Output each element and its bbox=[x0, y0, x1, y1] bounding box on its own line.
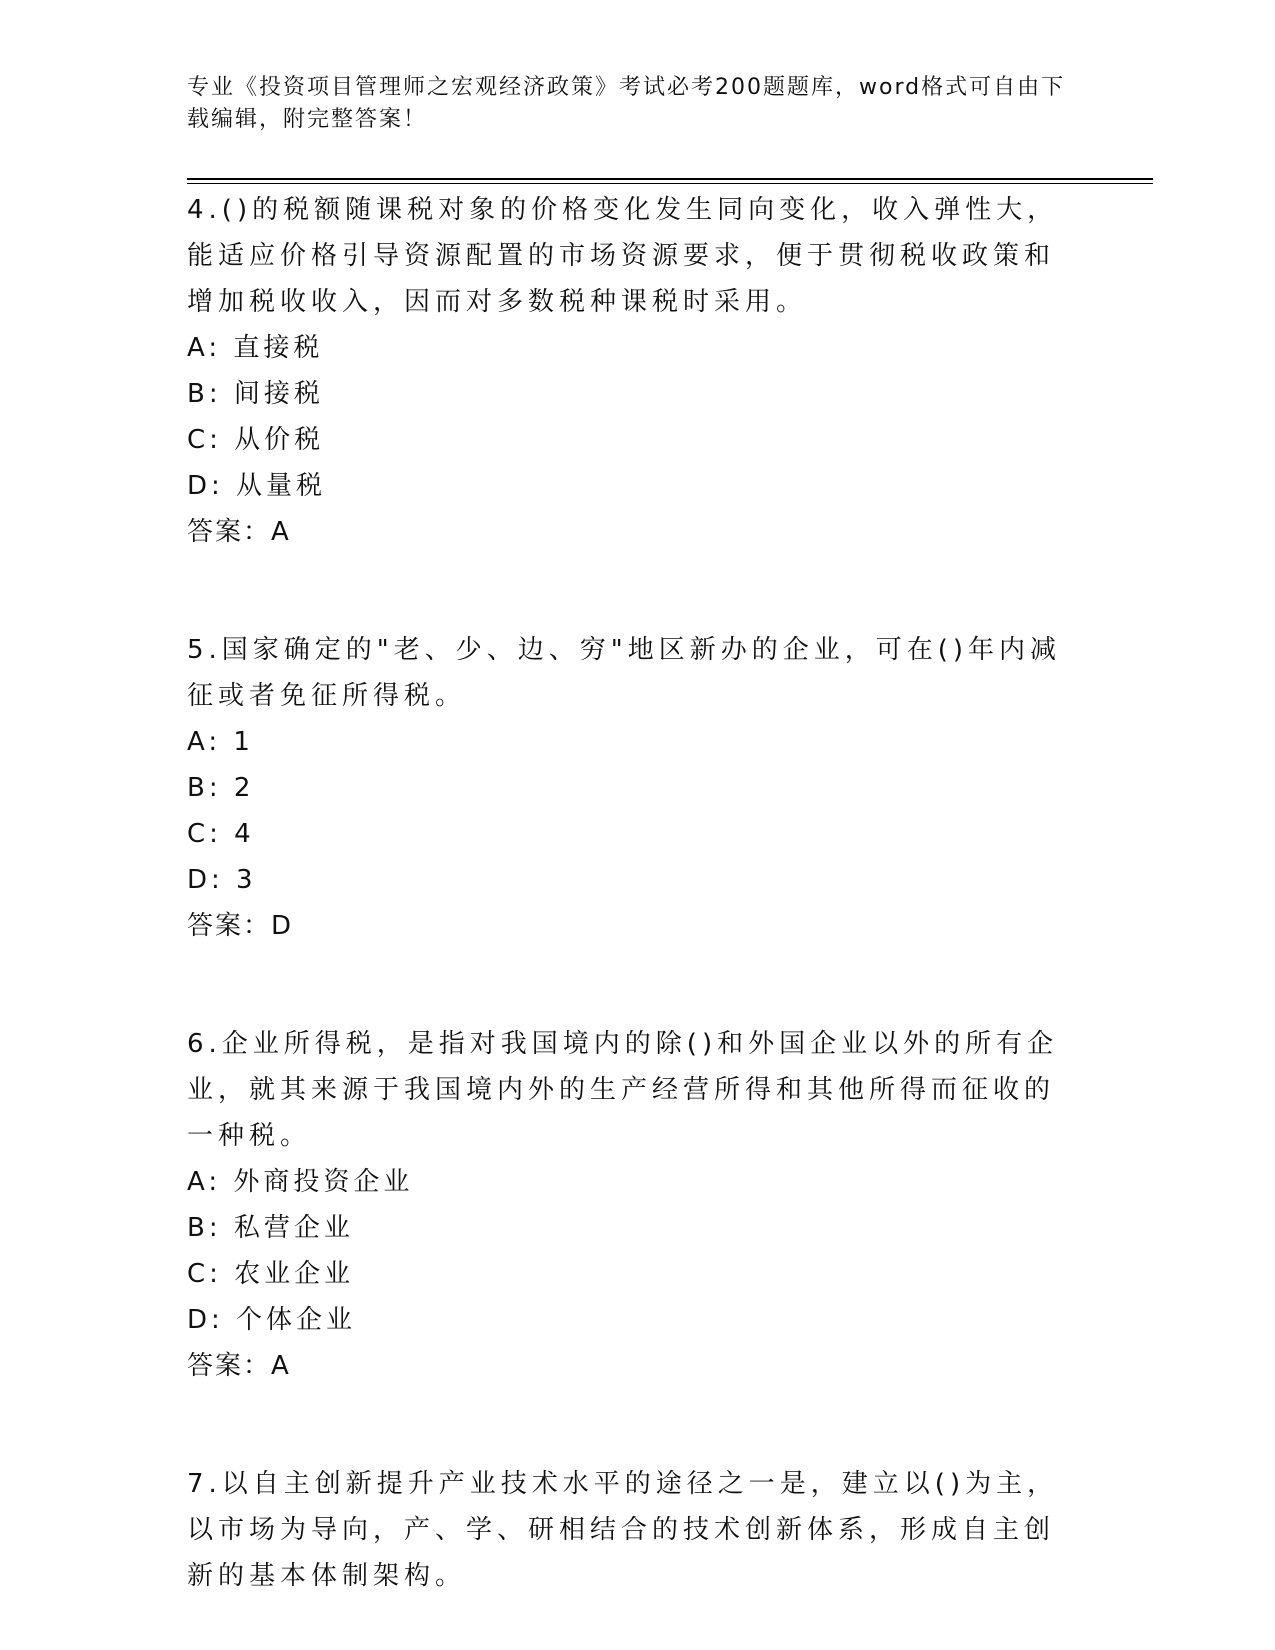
question-5 bbox=[187, 627, 1067, 949]
option-c: C: 从价税 bbox=[187, 425, 325, 455]
question-list bbox=[187, 187, 1067, 1599]
option-d: D: 从量税 bbox=[187, 471, 327, 501]
option-c: C: 农业企业 bbox=[187, 1259, 355, 1289]
option-a: A: 外商投资企业 bbox=[187, 1167, 414, 1197]
spacer bbox=[187, 555, 1067, 627]
question-text: 4.()的税额随课税对象的价格变化发生同向变化，收入弹性大，能适应价格引导资源配置的市场资源要求，便于贯彻税收政策和增加税收收入，因而对多数税种课税时采用。 bbox=[187, 195, 1059, 317]
option-b: B: 间接税 bbox=[187, 379, 324, 409]
option-d: D: 3 bbox=[187, 865, 257, 895]
question-text: 6.企业所得税，是指对我国境内的除()和外国企业以外的所有企业，就其来源于我国境内外的生产经营所得和其他所得而征收的一种税。 bbox=[187, 1029, 1059, 1151]
header-divider-thick bbox=[187, 178, 1153, 180]
answer: 答案：D bbox=[187, 911, 294, 941]
question-text: 5.国家确定的"老、少、边、穷"地区新办的企业，可在()年内减征或者免征所得税。 bbox=[187, 635, 1062, 711]
answer: 答案：A bbox=[187, 517, 291, 547]
question-4 bbox=[187, 187, 1067, 555]
question-text: 7.以自主创新提升产业技术水平的途径之一是，建立以()为主，以市场为导向，产、学、研相结合的技术创新体系，形成自主创新的基本体制架构。 bbox=[187, 1469, 1059, 1591]
option-d: D: 个体企业 bbox=[187, 1305, 357, 1335]
document-header: 专业《投资项目管理师之宏观经济政策》考试必考200题题库，word格式可自由下载编辑，附完整答案！ bbox=[187, 75, 1066, 132]
spacer bbox=[187, 1389, 1067, 1461]
answer: 答案：A bbox=[187, 1351, 291, 1381]
option-a: A: 1 bbox=[187, 727, 254, 757]
spacer bbox=[187, 949, 1067, 1021]
option-b: B: 2 bbox=[187, 773, 255, 803]
header-divider-thin bbox=[187, 183, 1153, 184]
option-b: B: 私营企业 bbox=[187, 1213, 354, 1243]
option-a: A: 直接税 bbox=[187, 333, 324, 363]
question-6 bbox=[187, 1021, 1067, 1389]
question-7 bbox=[187, 1461, 1067, 1599]
option-c: C: 4 bbox=[187, 819, 255, 849]
